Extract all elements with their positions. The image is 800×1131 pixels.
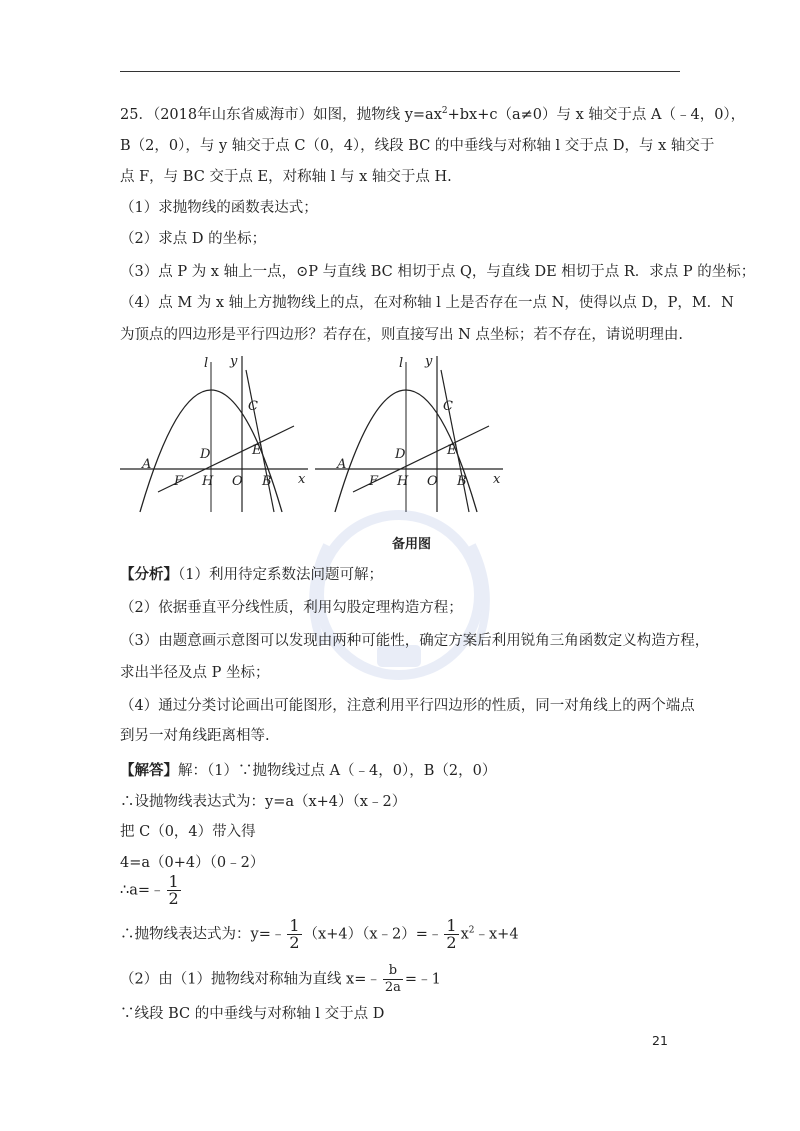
analysis-line-4: 求出半径及点 P 坐标； [120, 665, 270, 681]
question-1: （1）求抛物线的函数表达式； [120, 200, 318, 216]
label-b: B [262, 474, 272, 489]
analysis-line-2: （2）依据垂直平分线性质，利用勾股定理构造方程； [120, 600, 463, 616]
label-d: D [395, 447, 406, 462]
figure-main [118, 352, 313, 517]
analysis-line-5: （4）通过分类讨论画出可能图形，注意利用平行四边形的性质，同一对角线上的两个端点 [120, 698, 695, 714]
analysis-line-3: （3）由题意画示意图可以发现由两种可能性，确定方案后利用锐角三角函数定义构造方程， [120, 633, 710, 649]
question-2: （2）求点 D 的坐标； [120, 231, 267, 247]
problem-line-2: B（2，0），与 y 轴交于点 C（0，4），线段 BC 的中垂线与对称轴 l 交于点 D，与 x 轴交于 [120, 138, 715, 154]
question-4-line-2: 为顶点的四边形是平行四边形？若存在，则直接写出 N 点坐标；若不存在，请说明理由. [120, 327, 684, 343]
solution-line-2: ∴设抛物线表达式为：y=a（x+4）（x﹣2） [120, 794, 407, 810]
label-f: F [369, 474, 379, 489]
label-h: H [397, 474, 409, 489]
watermark-emblem [282, 495, 517, 695]
problem-line-1: 25．（2018年山东省威海市）如图，抛物线 $y=ax^2+bx+c(a\ne 0)$与 x 轴交于点 A（﹣4，0）， [120, 106, 746, 123]
label-f: F [174, 474, 184, 489]
page-number: 21 [652, 1033, 668, 1048]
label-e: E [447, 443, 457, 458]
label-h: H [202, 474, 214, 489]
figure-caption: 备用图 [392, 537, 432, 552]
label-e: E [252, 443, 262, 458]
question-3: （3）点 P 为 x 轴上一点，⊙P 与直线 BC 相切于点 Q，与直线 DE 相切于点 R．求点 P 的坐标； [120, 264, 756, 280]
solution-line-1: 【解答】解：（1）∵抛物线过点 A（﹣4，0），B（2，0） [120, 762, 497, 779]
label-y: y [230, 354, 238, 369]
solution-line-6: ∴抛物线表达式为：y=﹣ $\frac{1}{2}$ （x+4）（x﹣2）=﹣ $\frac{1}{2}$ $x^2﹣x+4$ [120, 916, 519, 952]
solution-line-8: ∵线段 BC 的中垂线与对称轴 l 交于点 D [120, 1006, 385, 1022]
solution-line-4: 4=a（0+4）（0﹣2） [120, 855, 265, 871]
label-y: y [425, 354, 433, 369]
analysis-line-6: 到另一对角线距离相等. [120, 728, 270, 744]
solution-line-7: （2）由（1）抛物线对称轴为直线 x=﹣ $\frac{b}{2a}$ =﹣1 [120, 963, 441, 995]
label-a: A [142, 457, 152, 472]
line-bc [246, 370, 274, 512]
label-b: B [457, 474, 467, 489]
label-c: C [443, 399, 453, 414]
solution-line-5: ∴a=﹣ $\frac{1}{2}$ [120, 872, 179, 908]
problem-line-3: 点 F，与 BC 交于点 E，对称轴 l 与 x 轴交于点 H. [120, 169, 452, 185]
label-l: l [204, 356, 209, 371]
question-4-line-1: （4）点 M 为 x 轴上方抛物线上的点，在对称轴 l 上是否存在一点 N，使得以点 D，P，M．N [120, 295, 734, 311]
label-o: O [232, 474, 243, 489]
analysis-line-1: 【分析】（1）利用待定系数法问题可解； [120, 566, 383, 583]
header-rule [120, 71, 680, 72]
figure-spare [313, 352, 508, 517]
label-x: x [493, 472, 501, 487]
label-d: D [200, 447, 211, 462]
label-a: A [337, 457, 347, 472]
label-x: x [298, 472, 306, 487]
line-bc [441, 370, 469, 512]
label-l: l [399, 356, 404, 371]
label-o: O [427, 474, 438, 489]
solution-line-3: 把 C（0，4）带入得 [120, 824, 256, 840]
label-c: C [248, 399, 258, 414]
